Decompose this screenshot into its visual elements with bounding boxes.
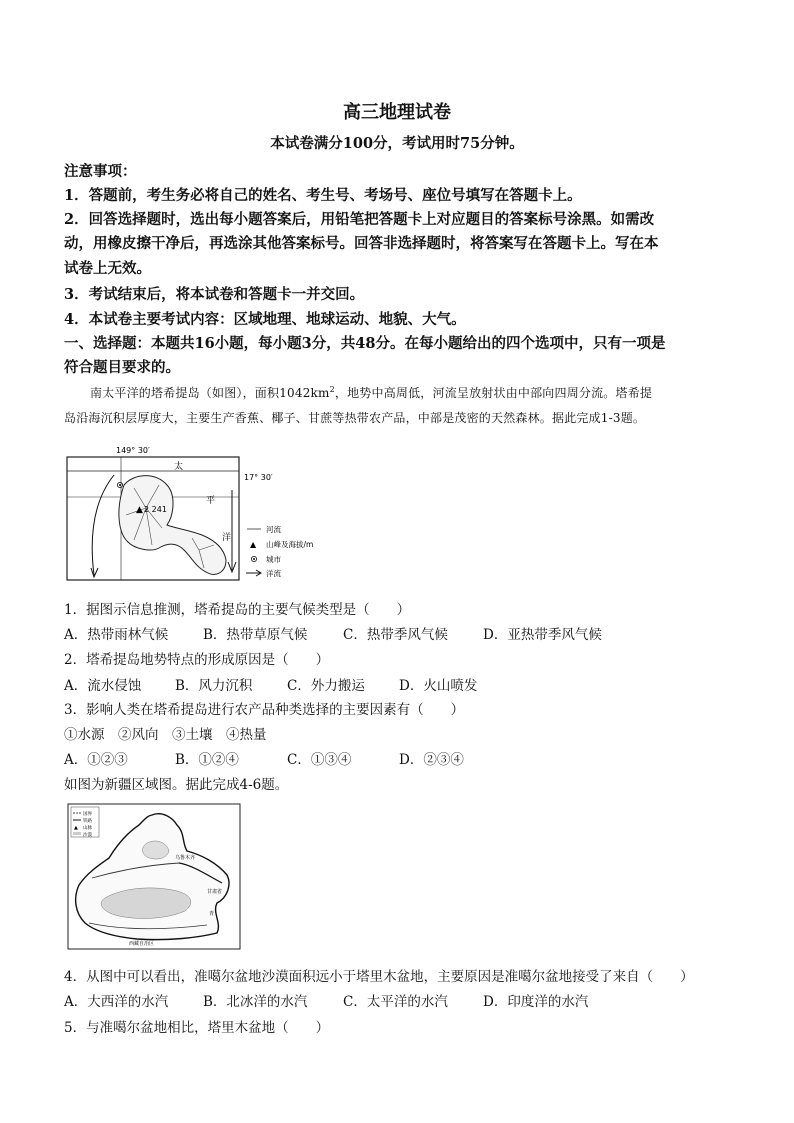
tahiti-map xyxy=(64,440,348,585)
option-b: B．热带草原气候 xyxy=(203,627,308,643)
page-title: 高三地理试卷 xyxy=(343,102,451,123)
notice-item: 试卷上无效。 xyxy=(64,260,151,277)
passage-line: 岛沿海沉积层厚度大，主要生产香蕉、椰子、甘蔗等热带农产品，中部是茂密的天然森林。据此完成1-3题。 xyxy=(64,411,646,425)
question-factors: ①水源 ②风向 ③土壤 ④热量 xyxy=(64,727,267,743)
notice-item: 2．回答选择题时，选出每小题答案后，用铅笔把答题卡上对应题目的答案标号涂黑。如需改 xyxy=(64,211,655,228)
option-c: C．热带季风气候 xyxy=(343,627,448,643)
label-gansu: 甘肃省 xyxy=(207,889,223,895)
question-stem: 2．塔希提岛地势特点的形成原因是（ ） xyxy=(64,652,330,668)
question-stem: 4．从图中可以看出，准噶尔盆地沙漠面积远小于塔里木盆地，主要原因是准噶尔盆地接受了来自（ ） xyxy=(64,969,694,985)
longitude-label: 149° 30′ xyxy=(116,446,150,455)
option-a: A．①②③ xyxy=(64,752,128,768)
legend-current: 洋流 xyxy=(266,569,281,578)
ocean-char: 太 xyxy=(174,462,184,472)
legend-peak-icon: ▲ xyxy=(250,540,257,549)
notice-item: 1．答题前，考生务必将自己的姓名、考生号、考场号、座位号填写在答题卡上。 xyxy=(64,187,582,204)
passage-line: 南太平洋的塔希提岛（如图），面积$1042km^2$，地势中高周低，河流呈放射状由中部向四周分流。塔希提 xyxy=(90,385,653,400)
question-stem: 1．据图示信息推测，塔希提岛的主要气候类型是（ ） xyxy=(64,602,411,618)
option-d: D．②③④ xyxy=(399,752,464,768)
option-c: C．外力搬运 xyxy=(287,678,365,694)
option-b: B．①②④ xyxy=(175,752,239,768)
option-b: B．北冰洋的水汽 xyxy=(203,994,308,1010)
option-d: D．亚热带季风气候 xyxy=(483,627,602,643)
latitude-label: 17° 30′ xyxy=(244,473,273,482)
xinjiang-map xyxy=(67,803,242,951)
legend-desert: 沙漠 xyxy=(83,833,92,838)
label-urumqi: 乌鲁木齐 xyxy=(175,855,196,861)
option-d: D．印度洋的水汽 xyxy=(483,994,589,1010)
section-heading-cont: 符合题目要求的。 xyxy=(64,359,180,376)
section-heading: 一、选择题：本题共16小题，每小题3分，共48分。在每小题给出的四个选项中，只有一项是 xyxy=(64,335,666,352)
peak-marker-icon: ▲ xyxy=(136,505,143,515)
option-a: A．流水侵蚀 xyxy=(64,678,142,694)
notice-item: 动，用橡皮擦干净后，再选涂其他答案标号。回答非选择题时，将答案写在答题卡上。写在本 xyxy=(64,235,659,252)
legend-railway: 铁路 xyxy=(83,819,92,824)
legend-river: 河流 xyxy=(266,525,281,534)
option-a: A．大西洋的水汽 xyxy=(64,994,169,1010)
peak-elevation: 2 241 xyxy=(144,505,167,514)
option-a: A．热带雨林气候 xyxy=(64,627,169,643)
legend-city: 城市 xyxy=(266,555,281,564)
legend-peak: 山峰及海拔/m xyxy=(266,540,314,549)
question-stem: 5．与准噶尔盆地相比，塔里木盆地（ ） xyxy=(64,1020,330,1036)
option-c: C．太平洋的水汽 xyxy=(343,994,448,1010)
question-stem: 3．影响人类在塔希提岛进行农产品种类选择的主要因素有（ ） xyxy=(64,702,465,718)
legend-mountain-icon: ▲ xyxy=(74,825,78,831)
option-d: D．火山喷发 xyxy=(399,678,478,694)
notice-heading: 注意事项： xyxy=(64,163,137,180)
page-subtitle: 本试卷满分100分，考试用时75分钟。 xyxy=(270,135,524,152)
label-qinghai: 青 xyxy=(209,911,215,917)
option-b: B．风力沉积 xyxy=(175,678,253,694)
option-c: C．①③④ xyxy=(287,752,352,768)
ocean-char: 洋 xyxy=(222,533,232,543)
label-tibet: 西藏自治区 xyxy=(129,941,155,947)
notice-item: 3．考试结束后，将本试卷和答题卡一并交回。 xyxy=(64,286,365,303)
passage-intro: 如图为新疆区域图。据此完成4-6题。 xyxy=(64,777,289,793)
legend-border: 国界 xyxy=(83,812,92,817)
ocean-char: 平 xyxy=(206,496,216,506)
legend-mountain: 山脉 xyxy=(83,826,92,831)
notice-item: 4．本试卷主要考试内容：区域地理、地球运动、地貌、大气。 xyxy=(64,311,466,328)
